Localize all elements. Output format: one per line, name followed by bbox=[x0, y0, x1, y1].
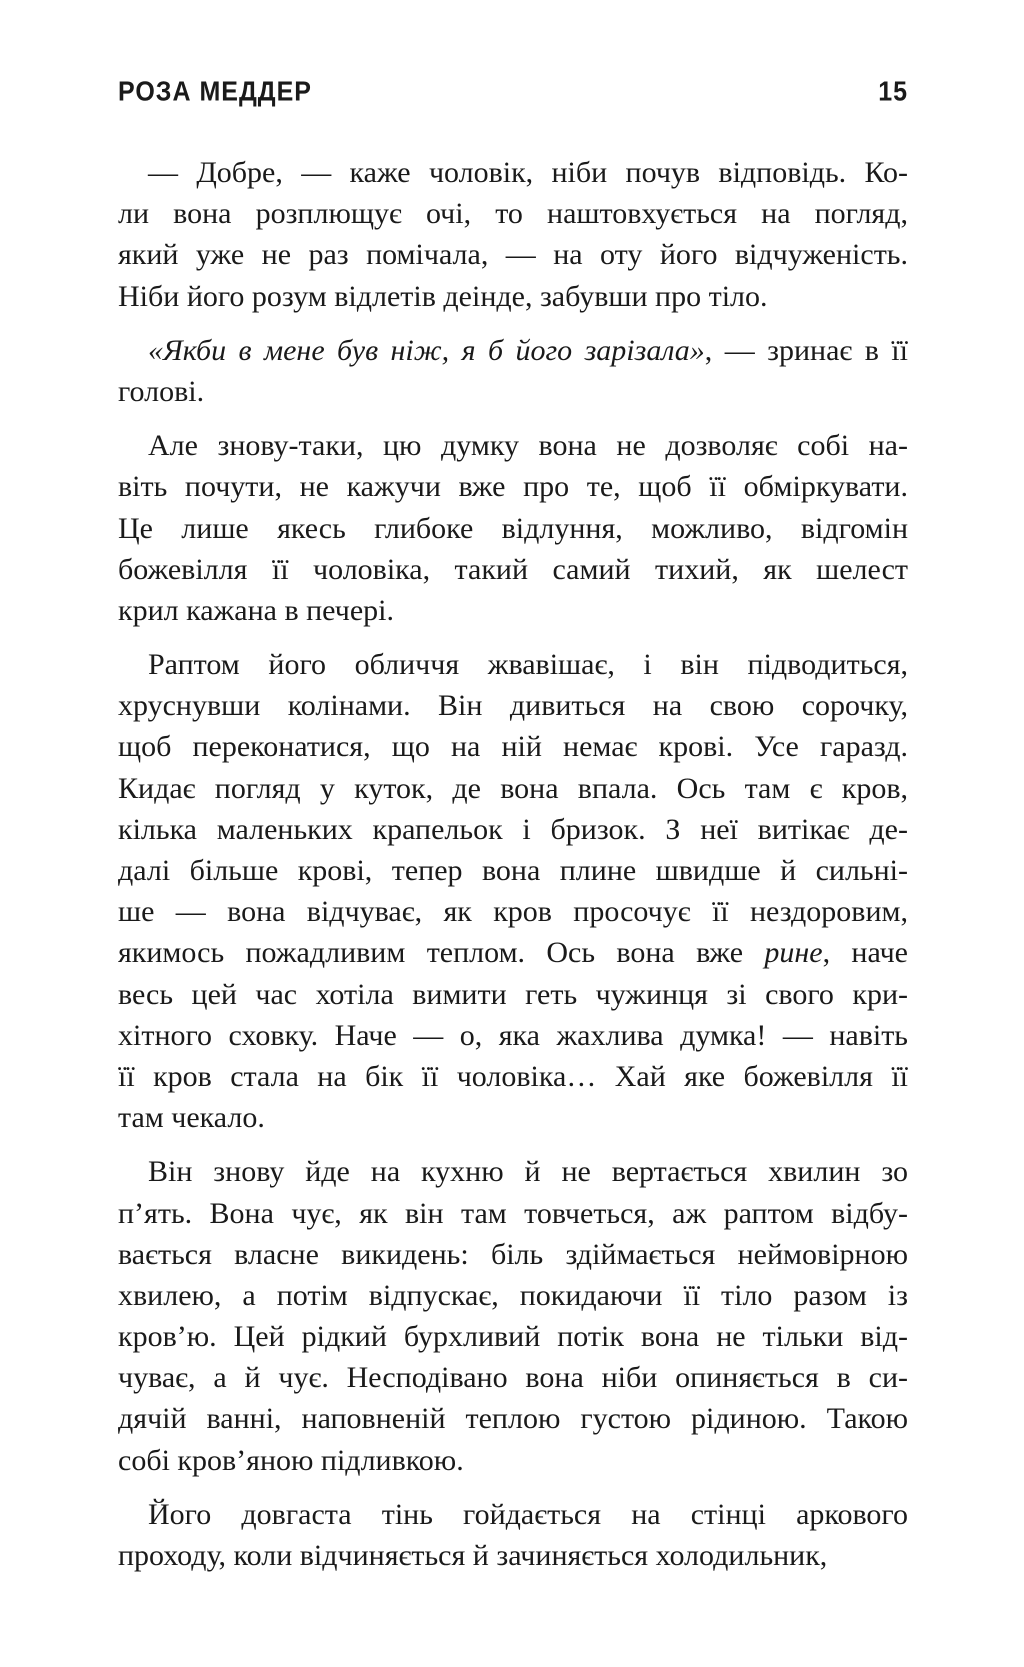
line-segment: , наче bbox=[822, 936, 908, 970]
paragraph bbox=[118, 1494, 908, 1576]
text-line: собі кров’яною підливкою. bbox=[118, 1443, 464, 1477]
text-line bbox=[118, 330, 908, 371]
text-line: голові. bbox=[118, 374, 205, 408]
text-line: її кров стала на бік її чоловіка… Хай яке божевілля її bbox=[118, 1059, 908, 1093]
text-line: вається власне викидень: біль здіймається неймовірною bbox=[118, 1237, 908, 1271]
paragraph bbox=[118, 330, 908, 412]
text-line: Ніби його розум відлетів деінде, забувши про тіло. bbox=[118, 279, 768, 313]
line-segment: , — зринає в її bbox=[704, 333, 908, 367]
text-line: дячій ванні, наповненій теплою густою рідиною. Такою bbox=[118, 1402, 908, 1436]
running-head-author: РОЗА МЕДДЕР bbox=[118, 76, 312, 108]
italic-emphasis: «Якби в мене був ніж, я б його зарізала» bbox=[148, 333, 705, 367]
text-line: Кидає погляд у куток, де вона впала. Ось там є кров, bbox=[118, 771, 908, 805]
paragraph bbox=[118, 425, 908, 631]
paragraph bbox=[118, 644, 908, 1138]
text-line: ше — вона відчуває, як кров просочує її нездоровим, bbox=[118, 895, 908, 929]
text-line: який уже не раз помічала, — на оту його відчуженість. bbox=[118, 238, 908, 272]
text-line: кров’ю. Цей рідкий бурхливий потік вона не тільки від- bbox=[118, 1320, 908, 1354]
text-line: чуває, а й чує. Несподівано вона ніби опиняється в си- bbox=[118, 1361, 908, 1395]
paragraph bbox=[118, 1151, 908, 1481]
text-line: хруснувши колінами. Він дивиться на свою сорочку, bbox=[118, 689, 908, 723]
line-segment: якимось пожадливим теплом. Ось вона вже bbox=[118, 936, 765, 970]
text-line: Його довгаста тінь гойдається на стінці аркового bbox=[148, 1497, 908, 1531]
text-line: хвилею, а потім відпускає, покидаючи її тіло разом із bbox=[118, 1278, 908, 1312]
text-line: щоб переконатися, що на ній немає крові. Усе гаразд. bbox=[118, 730, 908, 764]
page-number: 15 bbox=[878, 76, 908, 108]
text-line: далі більше крові, тепер вона плине швидше й сильні- bbox=[118, 854, 908, 887]
text-line: віть почути, не кажучи вже про те, щоб її обміркувати. bbox=[118, 470, 908, 504]
paragraph bbox=[118, 152, 908, 317]
text-line: Він знову йде на кухню й не вертається хвилин зо bbox=[148, 1155, 908, 1189]
text-line bbox=[118, 932, 908, 973]
text-line: — Добре, — каже чоловік, ніби почув відповідь. Ко- bbox=[148, 156, 908, 189]
text-line: проходу, коли відчиняється й зачиняється холодильник, bbox=[118, 1539, 828, 1572]
text-line: кілька маленьких крапельок і бризок. З неї витікає де- bbox=[118, 812, 908, 846]
text-line: п’ять. Вона чує, як він там товчеться, аж раптом відбу- bbox=[118, 1196, 908, 1230]
text-line: Раптом його обличчя жвавішає, і він підводиться, bbox=[148, 648, 908, 682]
running-head bbox=[118, 76, 908, 121]
text-line: крил кажана в печері. bbox=[118, 593, 394, 627]
text-line: там чекало. bbox=[118, 1101, 265, 1135]
text-line: ли вона розплющує очі, то наштовхується на погляд, bbox=[118, 197, 908, 231]
italic-emphasis: рине bbox=[764, 936, 823, 970]
text-line: божевілля її чоловіка, такий самий тихий, як шелест bbox=[118, 552, 908, 586]
body-text bbox=[118, 152, 908, 1576]
text-line: весь цей час хотіла вимити геть чужинця зі свого кри- bbox=[118, 977, 908, 1011]
text-line: хітного сховку. Наче — о, яка жахлива думка! — навіть bbox=[118, 1018, 908, 1052]
text-line: Але знову-таки, цю думку вона не дозволяє собі на- bbox=[148, 429, 908, 463]
text-line: Це лише якесь глибоке відлуння, можливо, відгомін bbox=[118, 511, 908, 545]
